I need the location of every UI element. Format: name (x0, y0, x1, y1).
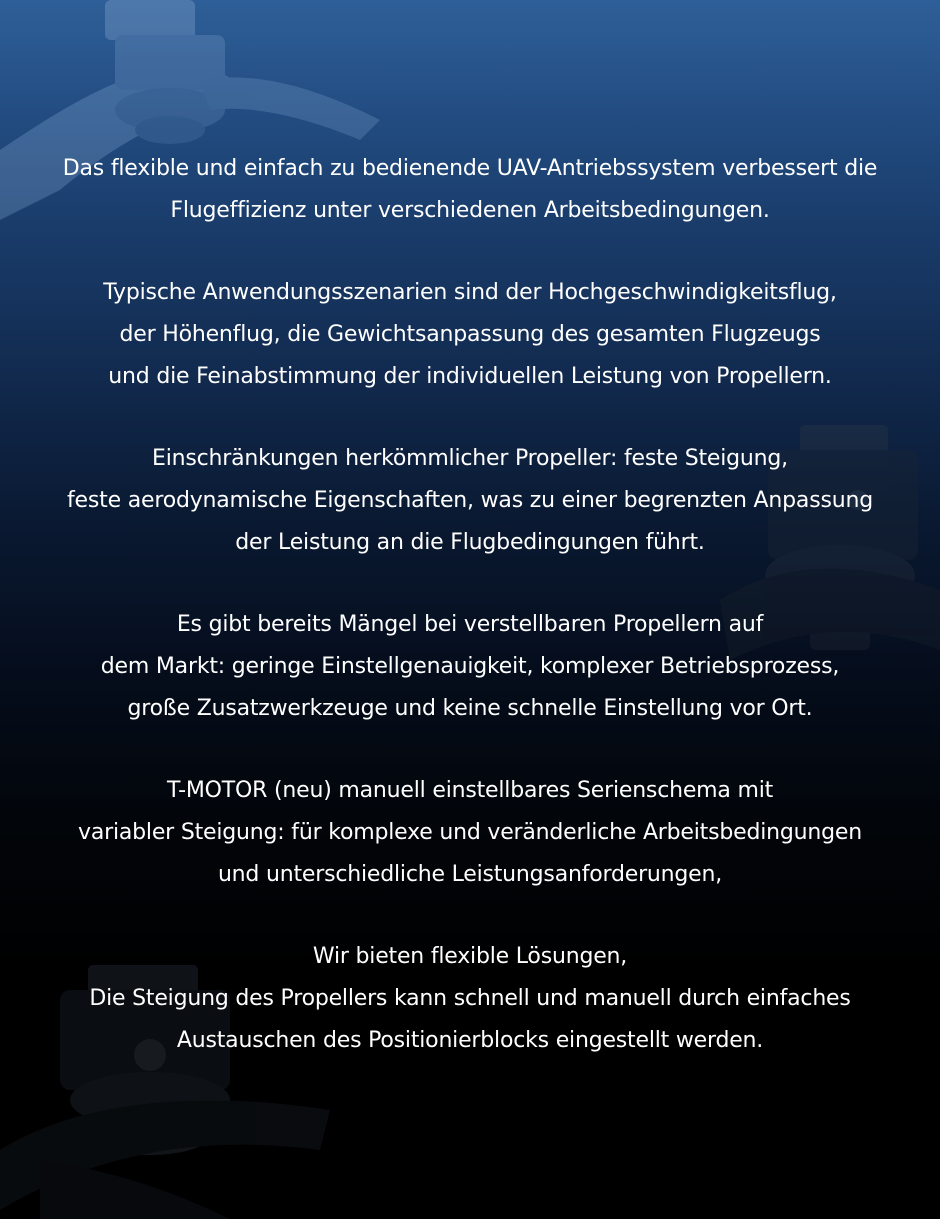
text-line: Austauschen des Positionierblocks eingestellt werden. (176, 1028, 764, 1053)
text-line: Einschränkungen herkömmlicher Propeller: feste Steigung, (152, 446, 788, 471)
text-line: Es gibt bereits Mängel bei verstellbaren Propellern auf (176, 612, 764, 637)
text-line: Typische Anwendungsszenarien sind der Hochgeschwindigkeitsflug, (103, 280, 837, 305)
text-line: große Zusatzwerkzeuge und keine schnelle Einstellung vor Ort. (127, 696, 813, 721)
text-line: variabler Steigung: für komplexe und veränderliche Arbeitsbedingungen (78, 820, 862, 845)
paragraph-intro (0, 148, 940, 232)
text-line: Flugeffizienz unter verschiedenen Arbeitsbedingungen. (170, 198, 770, 223)
paragraph-market-deficiencies (0, 604, 940, 730)
paragraph-conventional-limitations (0, 438, 940, 564)
text-line: feste aerodynamische Eigenschaften, was zu einer begrenzten Anpassung (67, 488, 873, 513)
text-line: und die Feinabstimmung der individuellen Leistung von Propellern. (108, 364, 832, 389)
text-line: der Leistung an die Flugbedingungen führt. (235, 530, 705, 555)
text-line: Das flexible und einfach zu bedienende UAV-Antriebssystem verbessert die (62, 156, 878, 181)
text-line: und unterschiedliche Leistungsanforderungen, (217, 862, 723, 887)
text-line: dem Markt: geringe Einstellgenauigkeit, komplexer Betriebsprozess, (100, 654, 840, 679)
text-line: Wir bieten flexible Lösungen, (312, 944, 628, 969)
paragraph-tmotor-scheme (0, 770, 940, 896)
text-line: der Höhenflug, die Gewichtsanpassung des gesamten Flugzeugs (119, 322, 821, 347)
text-line: Die Steigung des Propellers kann schnell und manuell durch einfaches (89, 986, 851, 1011)
text-line: T-MOTOR (neu) manuell einstellbares Serienschema mit (166, 778, 774, 803)
paragraph-flexible-solutions (0, 936, 940, 1062)
description-text-block (0, 148, 940, 1102)
paragraph-application-scenarios (0, 272, 940, 398)
